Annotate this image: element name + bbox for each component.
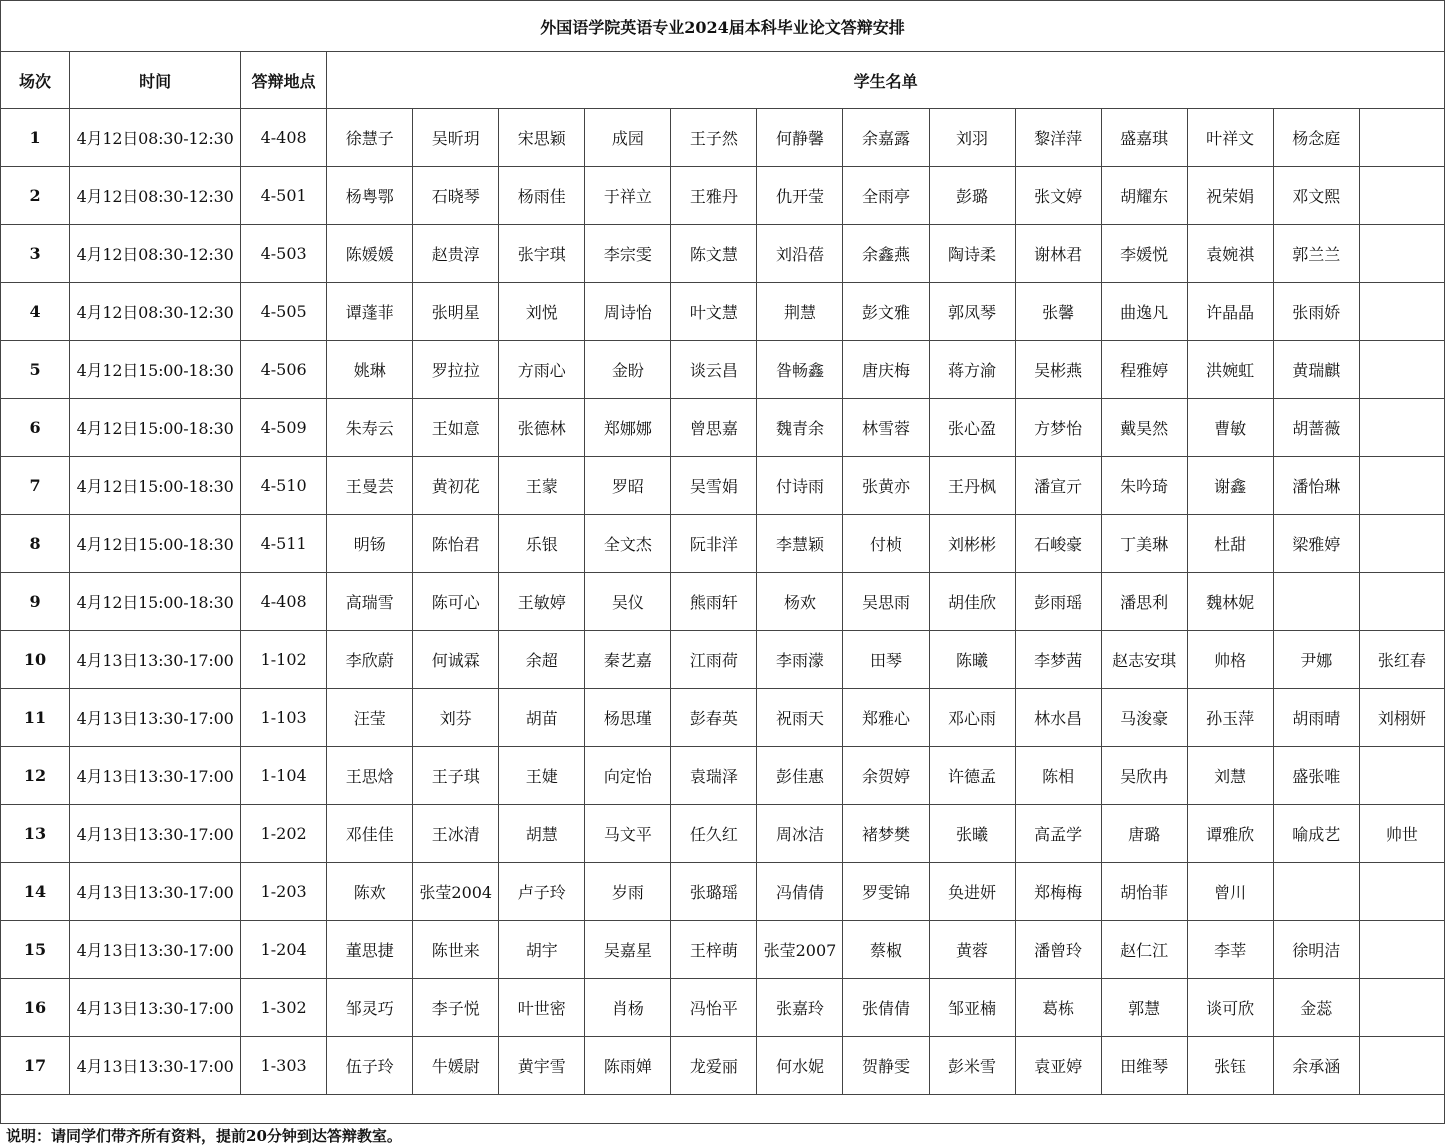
student-name-cell: 明钖 [327,515,413,573]
student-name-cell: 盛张唯 [1273,747,1359,805]
student-name-cell: 叶祥文 [1187,109,1273,167]
student-name-cell: 许晶晶 [1187,283,1273,341]
student-name-cell: 徐明洁 [1273,921,1359,979]
student-name-cell: 全文杰 [585,515,671,573]
student-name-cell: 彭璐 [929,167,1015,225]
location-cell: 4-503 [241,225,327,283]
student-name-cell: 罗拉拉 [413,341,499,399]
student-name-cell: 张倩倩 [843,979,929,1037]
student-name-cell [1359,747,1444,805]
page-title: 外国语学院英语专业2024届本科毕业论文答辩安排 [1,1,1445,52]
student-name-cell: 潘思利 [1101,573,1187,631]
student-name-cell: 姚琳 [327,341,413,399]
student-name-cell: 刘悦 [499,283,585,341]
session-cell: 3 [1,225,70,283]
table-row [1,341,1445,399]
table-row [1,747,1445,805]
session-cell: 8 [1,515,70,573]
student-name-cell: 岁雨 [585,863,671,921]
student-name-cell: 田维琴 [1101,1037,1187,1095]
student-name-cell: 彭春英 [671,689,757,747]
student-name-cell [1359,515,1444,573]
time-cell: 4月12日08:30-12:30 [70,167,241,225]
student-name-cell: 谢鑫 [1187,457,1273,515]
student-name-cell: 熊雨轩 [671,573,757,631]
student-name-cell: 郑娜娜 [585,399,671,457]
student-name-cell: 任久红 [671,805,757,863]
session-cell: 15 [1,921,70,979]
student-name-cell: 江雨荷 [671,631,757,689]
student-name-cell: 祝雨天 [757,689,843,747]
session-cell: 16 [1,979,70,1037]
student-name-cell: 黄瑞麒 [1273,341,1359,399]
student-name-cell: 谭雅欣 [1187,805,1273,863]
location-cell: 1-102 [241,631,327,689]
student-name-cell: 何静馨 [757,109,843,167]
student-name-cell [1359,283,1444,341]
student-name-cell: 仇开莹 [757,167,843,225]
header-students: 学生名单 [327,52,1445,109]
student-name-cell [1273,573,1359,631]
student-name-cell: 张德林 [499,399,585,457]
student-name-cell: 胡慧 [499,805,585,863]
student-name-cell: 徐慧子 [327,109,413,167]
student-name-cell: 彭米雪 [929,1037,1015,1095]
time-cell: 4月12日08:30-12:30 [70,109,241,167]
student-name-cell: 喻成艺 [1273,805,1359,863]
location-cell: 1-203 [241,863,327,921]
student-name-cell: 彭文雅 [843,283,929,341]
student-name-cell: 邓心雨 [929,689,1015,747]
student-name-cell: 丁美琳 [1101,515,1187,573]
student-name-cell: 陈欢 [327,863,413,921]
student-name-cell: 陈文慧 [671,225,757,283]
student-name-cell: 王子琪 [413,747,499,805]
student-name-cell: 叶世密 [499,979,585,1037]
student-name-cell: 刘慧 [1187,747,1273,805]
student-name-cell: 曾思嘉 [671,399,757,457]
student-name-cell: 李子悦 [413,979,499,1037]
student-name-cell: 黄蓉 [929,921,1015,979]
student-name-cell: 马文平 [585,805,671,863]
student-name-cell: 袁婉祺 [1187,225,1273,283]
student-name-cell: 吴彬燕 [1015,341,1101,399]
student-name-cell: 吴雪娟 [671,457,757,515]
student-name-cell: 付桢 [843,515,929,573]
time-cell: 4月12日15:00-18:30 [70,457,241,515]
student-name-cell: 张红春 [1359,631,1444,689]
session-cell: 11 [1,689,70,747]
student-name-cell: 程雅婷 [1101,341,1187,399]
header-time: 时间 [70,52,241,109]
location-cell: 1-302 [241,979,327,1037]
student-name-cell: 董思捷 [327,921,413,979]
student-name-cell: 杨欢 [757,573,843,631]
session-cell: 12 [1,747,70,805]
student-name-cell: 陈媛媛 [327,225,413,283]
student-name-cell: 唐璐 [1101,805,1187,863]
header-row [1,52,1445,109]
student-name-cell: 何水妮 [757,1037,843,1095]
table-row [1,515,1445,573]
session-cell: 9 [1,573,70,631]
table-row [1,573,1445,631]
table-row [1,283,1445,341]
student-name-cell: 张莹2004 [413,863,499,921]
student-name-cell: 黎洋萍 [1015,109,1101,167]
table-row [1,457,1445,515]
student-name-cell: 石峻豪 [1015,515,1101,573]
location-cell: 1-204 [241,921,327,979]
session-cell: 10 [1,631,70,689]
student-name-cell: 唐庆梅 [843,341,929,399]
student-name-cell: 杨念庭 [1273,109,1359,167]
student-name-cell: 洪婉虹 [1187,341,1273,399]
student-name-cell: 石晓琴 [413,167,499,225]
student-name-cell: 魏青余 [757,399,843,457]
student-name-cell: 乐银 [499,515,585,573]
student-name-cell: 谢林君 [1015,225,1101,283]
student-name-cell: 贺静雯 [843,1037,929,1095]
student-name-cell: 谈可欣 [1187,979,1273,1037]
student-name-cell: 余嘉露 [843,109,929,167]
footer-note: 说明：请同学们带齐所有资料，提前20分钟到达答辩教室。 [6,1127,402,1145]
table-row [1,631,1445,689]
student-name-cell: 昝畅鑫 [757,341,843,399]
location-cell: 1-303 [241,1037,327,1095]
student-name-cell [1359,921,1444,979]
student-name-cell: 龙爱丽 [671,1037,757,1095]
table-row [1,805,1445,863]
student-name-cell: 曹敏 [1187,399,1273,457]
student-name-cell: 胡苗 [499,689,585,747]
student-name-cell: 朱寿云 [327,399,413,457]
student-name-cell: 伍子玲 [327,1037,413,1095]
student-name-cell: 张馨 [1015,283,1101,341]
student-name-cell: 杨雨佳 [499,167,585,225]
student-name-cell: 胡蔷薇 [1273,399,1359,457]
student-name-cell: 王婕 [499,747,585,805]
student-name-cell: 高瑞雪 [327,573,413,631]
time-cell: 4月13日13:30-17:00 [70,863,241,921]
student-name-cell: 张莹2007 [757,921,843,979]
student-name-cell: 吴嘉星 [585,921,671,979]
student-name-cell: 邹灵巧 [327,979,413,1037]
session-cell: 4 [1,283,70,341]
student-name-cell: 林雪蓉 [843,399,929,457]
student-name-cell: 刘芬 [413,689,499,747]
time-cell: 4月12日15:00-18:30 [70,573,241,631]
student-name-cell: 朱吟琦 [1101,457,1187,515]
student-name-cell: 张璐瑶 [671,863,757,921]
student-name-cell: 帅世 [1359,805,1444,863]
student-name-cell: 胡宇 [499,921,585,979]
student-name-cell: 戴昊然 [1101,399,1187,457]
session-cell: 14 [1,863,70,921]
header-location: 答辩地点 [241,52,327,109]
time-cell: 4月12日08:30-12:30 [70,283,241,341]
location-cell: 4-505 [241,283,327,341]
student-name-cell: 周冰洁 [757,805,843,863]
student-name-cell: 李梦茜 [1015,631,1101,689]
location-cell: 4-509 [241,399,327,457]
student-name-cell: 秦艺嘉 [585,631,671,689]
student-name-cell [1359,863,1444,921]
student-name-cell: 付诗雨 [757,457,843,515]
student-name-cell: 金蕊 [1273,979,1359,1037]
location-cell: 4-510 [241,457,327,515]
student-name-cell: 余超 [499,631,585,689]
time-cell: 4月13日13:30-17:00 [70,631,241,689]
location-cell: 4-501 [241,167,327,225]
session-cell: 6 [1,399,70,457]
student-name-cell: 张嘉玲 [757,979,843,1037]
student-name-cell: 王蒙 [499,457,585,515]
student-name-cell: 邹亚楠 [929,979,1015,1037]
student-name-cell: 陈世来 [413,921,499,979]
student-name-cell: 蔡椒 [843,921,929,979]
student-name-cell [1359,1037,1444,1095]
student-name-cell: 陈怡君 [413,515,499,573]
student-name-cell: 曲逸凡 [1101,283,1187,341]
student-name-cell: 罗雯锦 [843,863,929,921]
time-cell: 4月13日13:30-17:00 [70,921,241,979]
student-name-cell: 许德孟 [929,747,1015,805]
student-name-cell: 王子然 [671,109,757,167]
student-name-cell: 冯倩倩 [757,863,843,921]
student-name-cell: 刘栩妍 [1359,689,1444,747]
time-cell: 4月13日13:30-17:00 [70,805,241,863]
student-name-cell: 刘羽 [929,109,1015,167]
student-name-cell: 黄初花 [413,457,499,515]
student-name-cell: 帅格 [1187,631,1273,689]
student-name-cell: 梁雅婷 [1273,515,1359,573]
student-name-cell: 彭佳惠 [757,747,843,805]
student-name-cell: 陈雨婵 [585,1037,671,1095]
student-name-cell: 张雨娇 [1273,283,1359,341]
time-cell: 4月13日13:30-17:00 [70,689,241,747]
location-cell: 1-202 [241,805,327,863]
student-name-cell: 魏林妮 [1187,573,1273,631]
student-name-cell: 余贺婷 [843,747,929,805]
student-name-cell: 郭兰兰 [1273,225,1359,283]
student-name-cell: 罗昭 [585,457,671,515]
student-name-cell: 李雨濛 [757,631,843,689]
student-name-cell: 李宗雯 [585,225,671,283]
student-name-cell: 蒋方渝 [929,341,1015,399]
student-name-cell: 汪莹 [327,689,413,747]
student-name-cell: 荆慧 [757,283,843,341]
student-name-cell: 何诚霖 [413,631,499,689]
table-row [1,863,1445,921]
student-name-cell: 方雨心 [499,341,585,399]
time-cell: 4月12日15:00-18:30 [70,399,241,457]
location-cell: 4-408 [241,109,327,167]
session-cell: 17 [1,1037,70,1095]
student-name-cell: 尹娜 [1273,631,1359,689]
table-row [1,399,1445,457]
student-name-cell: 赵贵淳 [413,225,499,283]
student-name-cell: 吴昕玥 [413,109,499,167]
student-name-cell: 肖杨 [585,979,671,1037]
student-name-cell: 卢子玲 [499,863,585,921]
student-name-cell: 胡佳欣 [929,573,1015,631]
table-row [1,225,1445,283]
student-name-cell: 陈可心 [413,573,499,631]
student-name-cell: 金盼 [585,341,671,399]
student-name-cell: 谭蓬菲 [327,283,413,341]
student-name-cell: 郭凤琴 [929,283,1015,341]
student-name-cell: 张宇琪 [499,225,585,283]
student-name-cell [1359,457,1444,515]
student-name-cell: 杨思瑾 [585,689,671,747]
student-name-cell: 杨粤鄂 [327,167,413,225]
time-cell: 4月13日13:30-17:00 [70,979,241,1037]
student-name-cell: 邓文熙 [1273,167,1359,225]
student-name-cell: 张钰 [1187,1037,1273,1095]
student-name-cell: 赵仁江 [1101,921,1187,979]
student-name-cell [1359,341,1444,399]
time-cell: 4月12日15:00-18:30 [70,341,241,399]
location-cell: 1-104 [241,747,327,805]
student-name-cell: 陈曦 [929,631,1015,689]
student-name-cell [1359,399,1444,457]
student-name-cell: 李媛悦 [1101,225,1187,283]
student-name-cell: 潘曾玲 [1015,921,1101,979]
student-name-cell: 李欣蔚 [327,631,413,689]
session-cell: 7 [1,457,70,515]
session-cell: 13 [1,805,70,863]
time-cell: 4月13日13:30-17:00 [70,1037,241,1095]
student-name-cell: 王曼芸 [327,457,413,515]
student-name-cell: 余承涵 [1273,1037,1359,1095]
student-name-cell: 向定怡 [585,747,671,805]
table-row [1,921,1445,979]
student-name-cell: 郑梅梅 [1015,863,1101,921]
student-name-cell: 周诗怡 [585,283,671,341]
student-name-cell: 林水昌 [1015,689,1101,747]
student-name-cell: 盛嘉琪 [1101,109,1187,167]
student-name-cell: 张明星 [413,283,499,341]
student-name-cell [1359,573,1444,631]
session-cell: 5 [1,341,70,399]
location-cell: 1-103 [241,689,327,747]
student-name-cell: 袁亚婷 [1015,1037,1101,1095]
student-name-cell: 潘宣亓 [1015,457,1101,515]
footer-spacer [1,1095,1445,1124]
student-name-cell: 袁瑞泽 [671,747,757,805]
student-name-cell: 葛栋 [1015,979,1101,1037]
student-name-cell: 邓佳佳 [327,805,413,863]
student-name-cell: 牛媛尉 [413,1037,499,1095]
student-name-cell: 田琴 [843,631,929,689]
student-name-cell: 张文婷 [1015,167,1101,225]
student-name-cell: 方梦怡 [1015,399,1101,457]
table-row [1,1037,1445,1095]
student-name-cell: 高孟学 [1015,805,1101,863]
location-cell: 4-506 [241,341,327,399]
student-name-cell [1359,225,1444,283]
student-name-cell: 郑雅心 [843,689,929,747]
student-name-cell: 王敏婷 [499,573,585,631]
student-name-cell: 李慧颖 [757,515,843,573]
student-name-cell: 赵志安琪 [1101,631,1187,689]
student-name-cell: 胡雨晴 [1273,689,1359,747]
session-cell: 1 [1,109,70,167]
header-session: 场次 [1,52,70,109]
student-name-cell: 李莘 [1187,921,1273,979]
student-name-cell: 陈相 [1015,747,1101,805]
table-row [1,979,1445,1037]
student-name-cell: 彭雨瑶 [1015,573,1101,631]
student-name-cell: 吴欣冉 [1101,747,1187,805]
student-name-cell: 胡耀东 [1101,167,1187,225]
time-cell: 4月13日13:30-17:00 [70,747,241,805]
student-name-cell: 杜甜 [1187,515,1273,573]
student-name-cell: 刘沿蓓 [757,225,843,283]
time-cell: 4月12日08:30-12:30 [70,225,241,283]
footer-spacer-row [1,1095,1445,1124]
location-cell: 4-511 [241,515,327,573]
student-name-cell: 全雨亭 [843,167,929,225]
student-name-cell: 谈云昌 [671,341,757,399]
student-name-cell: 胡怡菲 [1101,863,1187,921]
student-name-cell: 孙玉萍 [1187,689,1273,747]
student-name-cell: 张心盈 [929,399,1015,457]
student-name-cell: 潘怡琳 [1273,457,1359,515]
student-name-cell: 王梓萌 [671,921,757,979]
student-name-cell: 褚梦樊 [843,805,929,863]
table-row [1,167,1445,225]
location-cell: 4-408 [241,573,327,631]
student-name-cell: 叶文慧 [671,283,757,341]
student-name-cell: 刘彬彬 [929,515,1015,573]
student-name-cell: 阮非洋 [671,515,757,573]
title-row [1,1,1445,52]
student-name-cell: 郭慧 [1101,979,1187,1037]
time-cell: 4月12日15:00-18:30 [70,515,241,573]
student-name-cell: 奂进妍 [929,863,1015,921]
student-name-cell: 余鑫燕 [843,225,929,283]
student-name-cell: 吴仪 [585,573,671,631]
student-name-cell: 王丹枫 [929,457,1015,515]
student-name-cell: 于祥立 [585,167,671,225]
student-name-cell: 张曦 [929,805,1015,863]
student-name-cell: 马浚豪 [1101,689,1187,747]
student-name-cell: 吴思雨 [843,573,929,631]
student-name-cell: 祝荣娟 [1187,167,1273,225]
student-name-cell: 宋思颖 [499,109,585,167]
session-cell: 2 [1,167,70,225]
student-name-cell: 成园 [585,109,671,167]
student-name-cell: 冯怡平 [671,979,757,1037]
student-name-cell [1359,167,1444,225]
student-name-cell: 王冰清 [413,805,499,863]
student-name-cell: 王思焓 [327,747,413,805]
table-row [1,689,1445,747]
student-name-cell: 王雅丹 [671,167,757,225]
student-name-cell [1273,863,1359,921]
student-name-cell: 张黄亦 [843,457,929,515]
student-name-cell: 王如意 [413,399,499,457]
student-name-cell [1359,109,1444,167]
student-name-cell: 曾川 [1187,863,1273,921]
table-row [1,109,1445,167]
student-name-cell: 黄宇雪 [499,1037,585,1095]
student-name-cell: 陶诗柔 [929,225,1015,283]
student-name-cell [1359,979,1444,1037]
